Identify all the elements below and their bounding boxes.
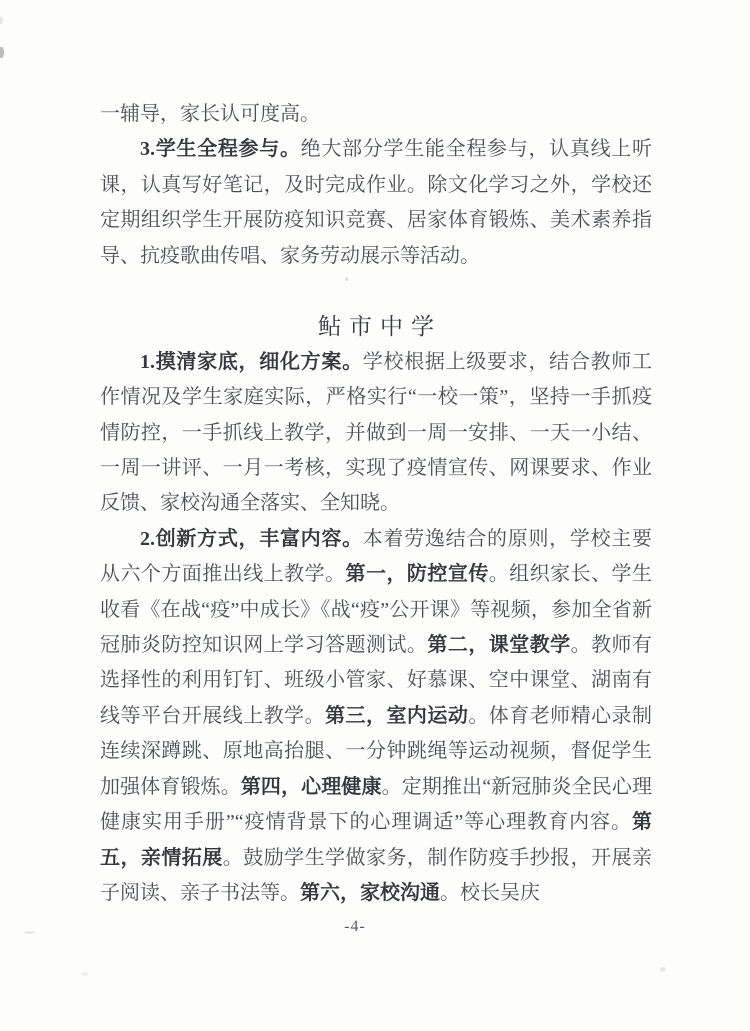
paragraph bbox=[100, 132, 652, 274]
scan-speck bbox=[0, 47, 4, 58]
body-text: 学校根据上级要求，结合教师工作情况及学生家庭实际，严格实行“一校一策”，坚持一手抓疫情防控，一手抓线上教学，并做到一周一安排、一天一小结、一周一讲评、一月一考核，实现了疫情宣传、网课要求、作业反馈、家校沟通全落实、全知晓。 bbox=[100, 350, 653, 515]
body-text: 。定期推出“新冠肺炎全民心理健康实用手册”“疫情背景下的心理调适”等心理教育内容。 bbox=[100, 775, 652, 834]
document-body bbox=[100, 97, 652, 911]
scan-speck bbox=[82, 972, 88, 976]
bold-lead-text: 1.摸清家底，细化方案。 bbox=[140, 350, 363, 373]
bold-lead-text: 第三，室内运动 bbox=[325, 704, 469, 727]
paragraph bbox=[100, 522, 652, 911]
body-text: 一辅导，家长认可度高。 bbox=[100, 103, 320, 125]
bold-lead-text: 第六，家校沟通 bbox=[300, 881, 440, 904]
bold-lead-text: 第五，亲情拓展 bbox=[100, 811, 652, 869]
body-text: 。体育老师精心录制连续深蹲跳、原地高抬腿、一分钟跳绳等运动视频，督促学生加强体育锻炼。 bbox=[100, 704, 653, 798]
section-heading: 鲇市中学 bbox=[318, 314, 442, 340]
body-text: 绝大部分学生能全程参与，认真线上听课，认真写好笔记，及时完成作业。除文化学习之外，学校还定期组织学生开展防疫知识竞赛、居家体育锻炼、美术素养指导、抗疫歌曲传唱、家务劳动展示等活动。 bbox=[100, 138, 653, 267]
body-text: 。教师有选择性的利用钉钉、班级小管家、好慕课、空中课堂、湖南有线等平台开展线上教学。 bbox=[100, 634, 653, 727]
bold-lead-text: 第一，防控宣传 bbox=[345, 563, 489, 586]
scan-speck bbox=[660, 967, 666, 972]
body-text: 。校长吴庆 bbox=[440, 881, 540, 904]
paragraph bbox=[100, 97, 652, 132]
bold-lead-text: 3.学生全程参与。 bbox=[140, 138, 301, 161]
bold-lead-text: 第二，课堂教学 bbox=[427, 634, 571, 657]
bold-lead-text: 第四，心理健康 bbox=[240, 775, 382, 798]
bold-lead-text: 2.创新方式，丰富内容。 bbox=[140, 527, 363, 550]
scan-speck bbox=[0, 17, 3, 24]
body-text: 。组织家长、学生收看《在战“疫”中成长》《战“疫”公开课》等视频，参加全省新冠肺炎防控知识网上学习答题测试。 bbox=[100, 563, 653, 657]
paragraph bbox=[100, 345, 652, 522]
body-text: 。鼓励学生学做家务，制作防疫手抄报，开展亲子阅读、亲子书法等。 bbox=[100, 846, 653, 904]
body-text: 本着劳逸结合的原则，学校主要从六个方面推出线上教学。 bbox=[100, 527, 653, 586]
page-number: -4- bbox=[344, 918, 366, 935]
